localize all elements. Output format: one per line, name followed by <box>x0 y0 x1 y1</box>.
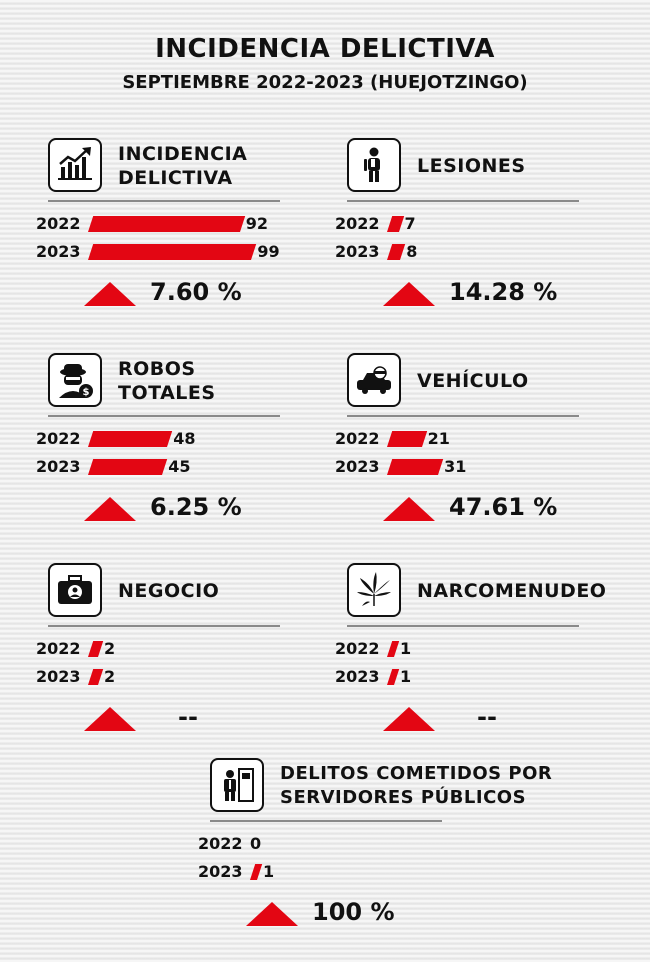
year-label: 2022 <box>36 214 81 233</box>
bar-value-label: 0 <box>250 834 262 853</box>
bar-value-label: 8 <box>406 242 418 261</box>
year-label: 2023 <box>36 667 81 686</box>
bar-value-label: 2 <box>104 667 116 686</box>
bar <box>387 641 399 657</box>
bar <box>88 641 103 657</box>
percent-change: 6.25 % <box>150 493 242 521</box>
bar <box>387 459 443 475</box>
bar <box>250 864 262 880</box>
increase-triangle-icon <box>84 497 136 521</box>
increase-triangle-icon <box>246 902 298 926</box>
increase-triangle-icon <box>383 707 435 731</box>
bar-value-label: 31 <box>444 457 467 476</box>
chart-title-line: INCIDENCIA <box>118 143 248 165</box>
chart-panel-6 <box>335 563 607 753</box>
percent-change: -- <box>477 703 497 731</box>
year-label: 2023 <box>36 242 81 261</box>
bar-value-label: 7 <box>404 214 416 233</box>
divider-line <box>48 415 280 417</box>
year-label: 2023 <box>335 667 380 686</box>
percent-change: 47.61 % <box>449 493 558 521</box>
divider-line <box>48 200 280 202</box>
chart-panel-5 <box>36 563 288 753</box>
page-subtitle: SEPTIEMBRE 2022-2023 (HUEJOTZINGO) <box>122 72 528 93</box>
chart-title-line: VEHÍCULO <box>417 370 529 392</box>
bar <box>387 669 399 685</box>
chart-title-line: TOTALES <box>118 382 216 404</box>
divider-line <box>347 200 579 202</box>
increase-triangle-icon <box>383 497 435 521</box>
year-label: 2023 <box>335 457 380 476</box>
bar <box>387 216 404 232</box>
year-label: 2022 <box>198 834 243 853</box>
chart-title-line: LESIONES <box>417 155 526 177</box>
bar-value-label: 2 <box>104 639 116 658</box>
year-label: 2023 <box>36 457 81 476</box>
page-title: INCIDENCIA DELICTIVA <box>155 34 495 64</box>
chart-title-line: SERVIDORES PÚBLICOS <box>280 787 527 808</box>
year-label: 2022 <box>36 639 81 658</box>
percent-change: 100 % <box>312 898 395 926</box>
increase-triangle-icon <box>383 282 435 306</box>
chart-icon <box>48 138 102 192</box>
cannabis-leaf-icon <box>347 563 401 617</box>
svg-text:$: $ <box>82 387 90 398</box>
public-servant-icon <box>210 758 264 812</box>
year-label: 2023 <box>198 862 243 881</box>
bar <box>88 244 257 260</box>
bar <box>88 216 245 232</box>
injured-person-icon <box>347 138 401 192</box>
percent-change: 7.60 % <box>150 278 242 306</box>
bar-value-label: 1 <box>400 667 412 686</box>
percent-change: 14.28 % <box>449 278 558 306</box>
bar <box>88 459 167 475</box>
bar-value-label: 99 <box>257 242 280 261</box>
bar-value-label: 92 <box>245 214 269 233</box>
bar-value-label: 21 <box>427 429 450 448</box>
bar <box>387 431 427 447</box>
thief-icon <box>48 353 102 407</box>
chart-panel-3 <box>36 353 288 543</box>
chart-title-line: ROBOS <box>118 358 196 380</box>
chart-panel-1 <box>36 138 288 328</box>
year-label: 2022 <box>36 429 81 448</box>
chart-panel-4 <box>335 353 587 543</box>
increase-triangle-icon <box>84 282 136 306</box>
year-label: 2022 <box>335 214 380 233</box>
chart-title-line: DELICTIVA <box>118 167 233 189</box>
year-label: 2023 <box>335 242 380 261</box>
chart-panel-2 <box>335 138 587 328</box>
bar <box>88 431 172 447</box>
bar <box>387 244 405 260</box>
increase-triangle-icon <box>84 707 136 731</box>
divider-line <box>347 625 579 627</box>
car-thief-icon <box>347 353 401 407</box>
bar <box>88 669 103 685</box>
chart-panel-7 <box>198 758 553 948</box>
chart-title-line: NARCOMENUDEO <box>417 580 607 602</box>
divider-line <box>347 415 579 417</box>
divider-line <box>48 625 280 627</box>
bar-value-label: 45 <box>168 457 191 476</box>
year-label: 2022 <box>335 639 380 658</box>
year-label: 2022 <box>335 429 380 448</box>
chart-title-line: DELITOS COMETIDOS POR <box>280 763 553 784</box>
bar-value-label: 1 <box>263 862 275 881</box>
bar-value-label: 48 <box>173 429 196 448</box>
bar-value-label: 1 <box>400 639 412 658</box>
briefcase-icon <box>48 563 102 617</box>
percent-change: -- <box>178 703 198 731</box>
divider-line <box>210 820 442 822</box>
chart-title-line: NEGOCIO <box>118 580 220 602</box>
